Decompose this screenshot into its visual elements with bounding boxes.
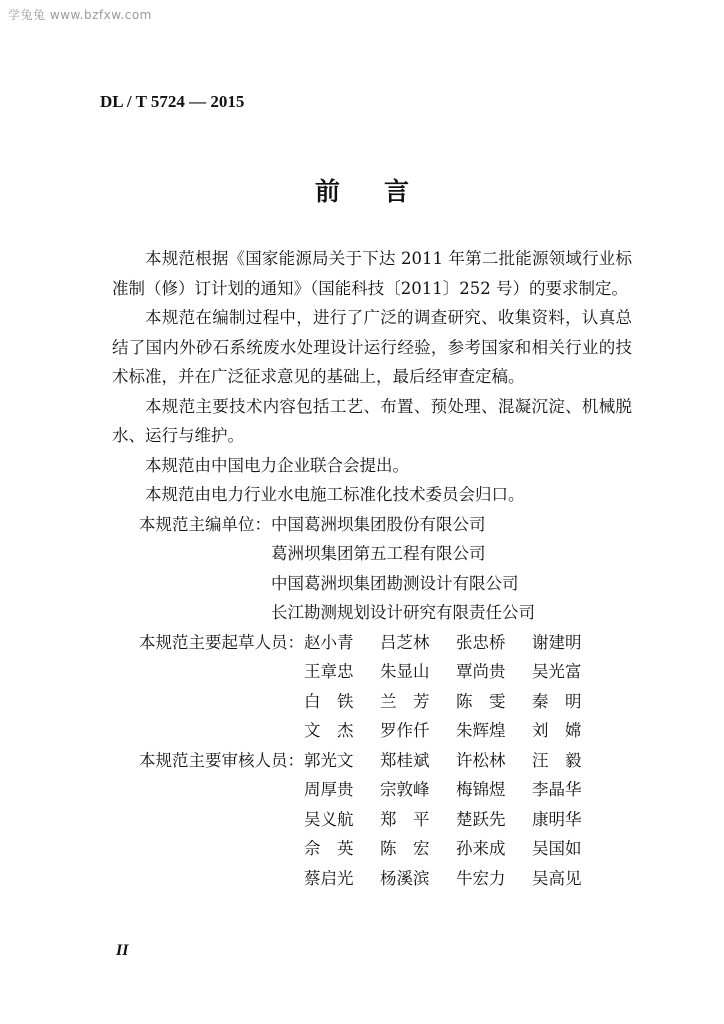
editor-unit: 中国葛洲坝集团股份有限公司 [271,514,486,534]
drafters-label: 本规范主要起草人员： [139,632,304,652]
drafter-name: 兰 芳 [380,691,430,711]
editor-unit: 中国葛洲坝集团勘测设计有限公司 [271,573,519,593]
drafter-name: 白 铁 [304,691,354,711]
reviewer-name: 郑桂斌 [380,750,430,770]
reviewer-name: 许松林 [456,750,506,770]
watermark: 学兔兔 www.bzfxw.com [8,8,152,22]
reviewers-names [304,746,608,894]
drafter-name: 秦 明 [532,691,582,711]
paragraph: 本规范由电力行业水电施工标准化技术委员会归口。 [145,485,525,504]
drafter-name: 张忠桥 [456,632,506,652]
reviewers-label: 本规范主要审核人员： [139,750,304,770]
reviewer-name: 李晶华 [532,780,582,799]
drafter-name: 文 杰 [304,721,354,740]
editor-unit: 葛洲坝集团第五工程有限公司 [271,544,486,563]
reviewer-name: 周厚贵 [304,780,354,799]
chief-editors-label: 本规范主编单位： [139,514,271,534]
reviewer-name: 郭光文 [304,750,354,770]
paragraph: 本规范根据《国家能源局关于下达 2011 年第二批能源领域行业标准制（修）订计划的通知》（国能科技〔2011〕252 号）的要求制定。 [112,249,632,298]
drafter-name: 吕芝林 [380,632,430,652]
paragraph: 本规范主要技术内容包括工艺、布置、预处理、混凝沉淀、机械脱水、运行与维护。 [112,396,632,445]
drafter-name: 赵小青 [304,632,354,652]
drafters-block [112,628,632,746]
drafter-name: 谢建明 [532,632,582,652]
reviewer-name: 郑 平 [380,809,430,829]
drafter-name: 陈 雯 [456,691,506,711]
page-title: 前言 [314,177,453,206]
foreword-body [112,244,632,893]
reviewer-name: 吴国如 [532,839,582,858]
paragraph: 本规范由中国电力企业联合会提出。 [145,455,409,475]
page-number: II [116,942,129,959]
drafter-name: 刘 嫦 [532,721,582,740]
reviewers-block [112,746,632,894]
reviewer-name: 宗敦峰 [380,780,430,799]
drafters-names [304,628,608,746]
drafter-name: 吴光富 [532,662,582,681]
drafter-name: 覃尚贵 [456,662,506,681]
reviewer-name: 牛宏力 [456,868,506,888]
reviewer-name: 孙来成 [456,839,506,858]
drafter-name: 朱辉煌 [456,721,506,740]
reviewer-name: 梅锦煜 [456,780,506,799]
drafter-name: 罗作仟 [380,721,430,740]
chief-editors-list [271,510,535,628]
chief-editors-block [112,510,632,628]
reviewer-name: 汪 毅 [532,750,582,770]
reviewer-name: 陈 宏 [380,839,430,858]
reviewer-name: 吴义航 [304,809,354,829]
standard-code: DL / T 5724 — 2015 [100,92,245,111]
reviewer-name: 蔡启光 [304,868,354,888]
paragraph: 本规范在编制过程中，进行了广泛的调查研究、收集资料，认真总结了国内外砂石系统废水处理设计运行经验，参考国家和相关行业的技术标准，并在广泛征求意见的基础上，最后经审查定稿。 [112,308,632,386]
reviewer-name: 楚跃先 [456,809,506,829]
reviewer-name: 杨溪滨 [380,868,430,888]
drafter-name: 王章忠 [304,662,354,681]
drafter-name: 朱显山 [380,662,430,681]
reviewer-name: 康明华 [532,809,582,829]
editor-unit: 长江勘测规划设计研究有限责任公司 [271,603,535,622]
reviewer-name: 吴高见 [532,868,582,888]
reviewer-name: 佘 英 [304,839,354,858]
